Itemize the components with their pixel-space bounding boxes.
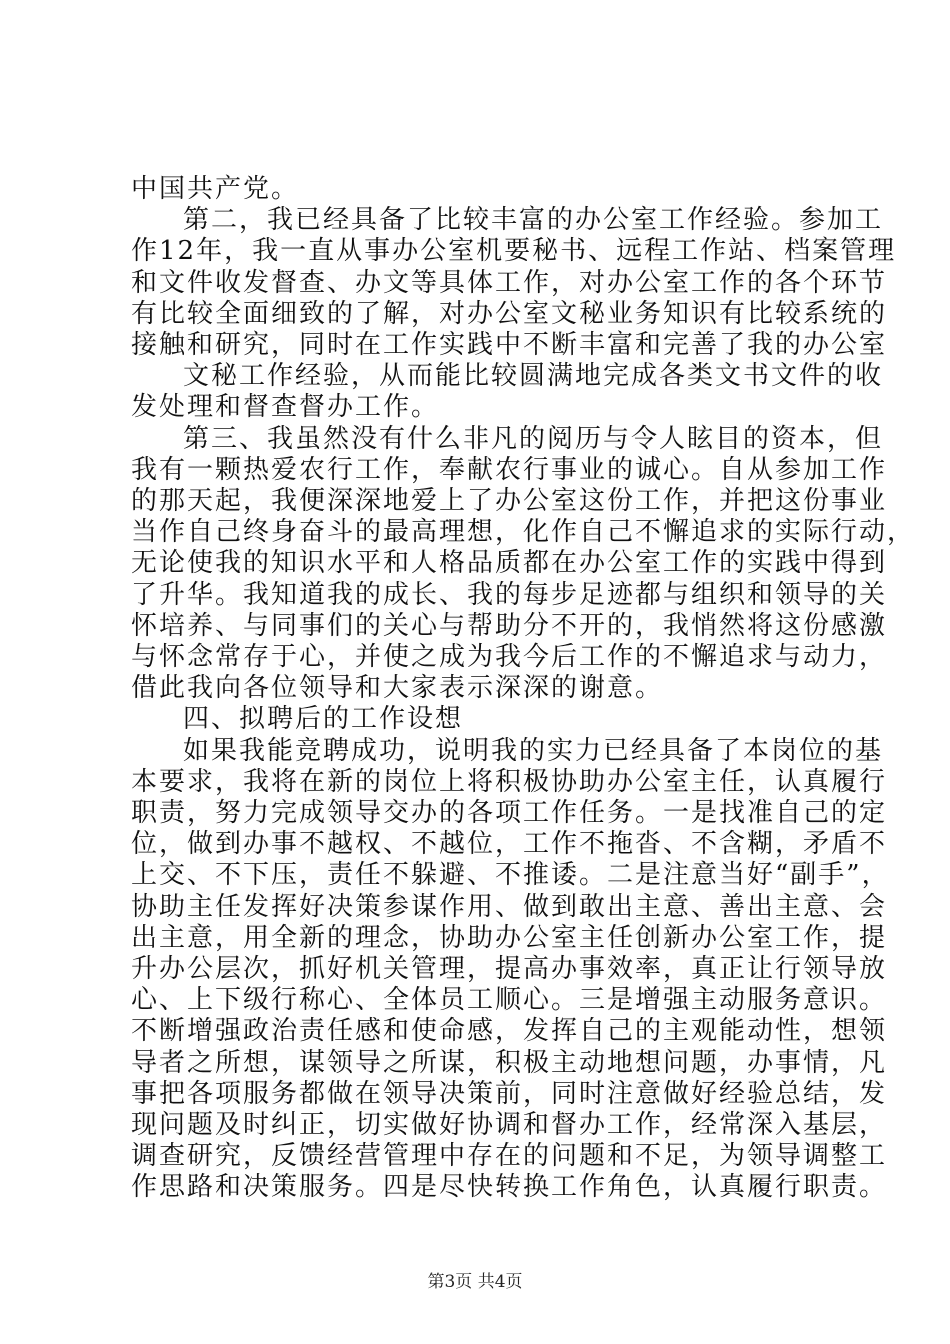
text-line: 升办公层次，抓好机关管理，提高办事效率，真正让行领导放 <box>131 954 888 984</box>
text-line: 无论使我的知识水平和人格品质都在办公室工作的实践中得到 <box>131 548 888 578</box>
text-line: 调查研究，反馈经营管理中存在的问题和不足，为领导调整工 <box>131 1141 888 1171</box>
text-line: 与怀念常存于心，并使之成为我今后工作的不懈追求与动力， <box>131 642 888 672</box>
section-heading: 四、拟聘后的工作设想 <box>183 704 464 734</box>
text-line: 导者之所想，谋领导之所谋，积极主动地想问题，办事情，凡 <box>131 1048 888 1078</box>
text-line: 上交、不下压，责任不躲避、不推诿。二是注意当好“副手”， <box>131 860 890 890</box>
text-line: 我有一颗热爱农行工作，奉献农行事业的诚心。自从参加工作 <box>131 455 888 485</box>
text-line: 作思路和决策服务。四是尽快转换工作角色，认真履行职责。 <box>131 1172 888 1202</box>
paragraph-start: 第三、我虽然没有什么非凡的阅历与令人眩目的资本，但 <box>183 424 884 454</box>
text-line: 和文件收发督查、办文等具体工作，对办公室工作的各个环节 <box>131 268 888 298</box>
text-line: 借此我向各位领导和大家表示深深的谢意。 <box>131 673 664 703</box>
paragraph-start: 如果我能竞聘成功，说明我的实力已经具备了本岗位的基 <box>183 736 884 766</box>
text-line: 本要求，我将在新的岗位上将积极协助办公室主任，认真履行 <box>131 767 888 797</box>
page-footer: 第3页 共4页 <box>427 1272 523 1292</box>
text-line: 的那天起，我便深深地爱上了办公室这份工作，并把这份事业 <box>131 486 888 516</box>
text-line: 心、上下级行称心、全体员工顺心。三是增强主动服务意识。 <box>131 985 888 1015</box>
text-line: 发处理和督查督办工作。 <box>131 392 440 422</box>
paragraph-start: 文秘工作经验，从而能比较圆满地完成各类文书文件的收 <box>183 361 884 391</box>
text-line: 作12年，我一直从事办公室机要秘书、远程工作站、档案管理 <box>131 236 897 266</box>
text-line: 当作自己终身奋斗的最高理想，化作自己不懈追求的实际行动， <box>131 517 916 547</box>
paragraph-start: 第二，我已经具备了比较丰富的办公室工作经验。参加工 <box>183 205 884 235</box>
text-line: 职责，努力完成领导交办的各项工作任务。一是找准自己的定 <box>131 798 888 828</box>
text-line: 不断增强政治责任感和使命感，发挥自己的主观能动性，想领 <box>131 1016 888 1046</box>
text-line: 事把各项服务都做在领导决策前，同时注意做好经验总结，发 <box>131 1079 888 1109</box>
text-line: 了升华。我知道我的成长、我的每步足迹都与组织和领导的关 <box>131 580 888 610</box>
text-line: 有比较全面细致的了解，对办公室文秘业务知识有比较系统的 <box>131 299 888 329</box>
text-line: 中国共产党。 <box>131 174 300 204</box>
text-line: 怀培养、与同事们的关心与帮助分不开的，我悄然将这份感激 <box>131 611 888 641</box>
text-line: 出主意，用全新的理念，协助办公室主任创新办公室工作，提 <box>131 923 888 953</box>
text-line: 位，做到办事不越权、不越位，工作不拖沓、不含糊，矛盾不 <box>131 829 888 859</box>
text-line: 现问题及时纠正，切实做好协调和督办工作，经常深入基层， <box>131 1110 888 1140</box>
text-line: 接触和研究，同时在工作实践中不断丰富和完善了我的办公室 <box>131 330 888 360</box>
text-line: 协助主任发挥好决策参谋作用、做到敢出主意、善出主意、会 <box>131 892 888 922</box>
